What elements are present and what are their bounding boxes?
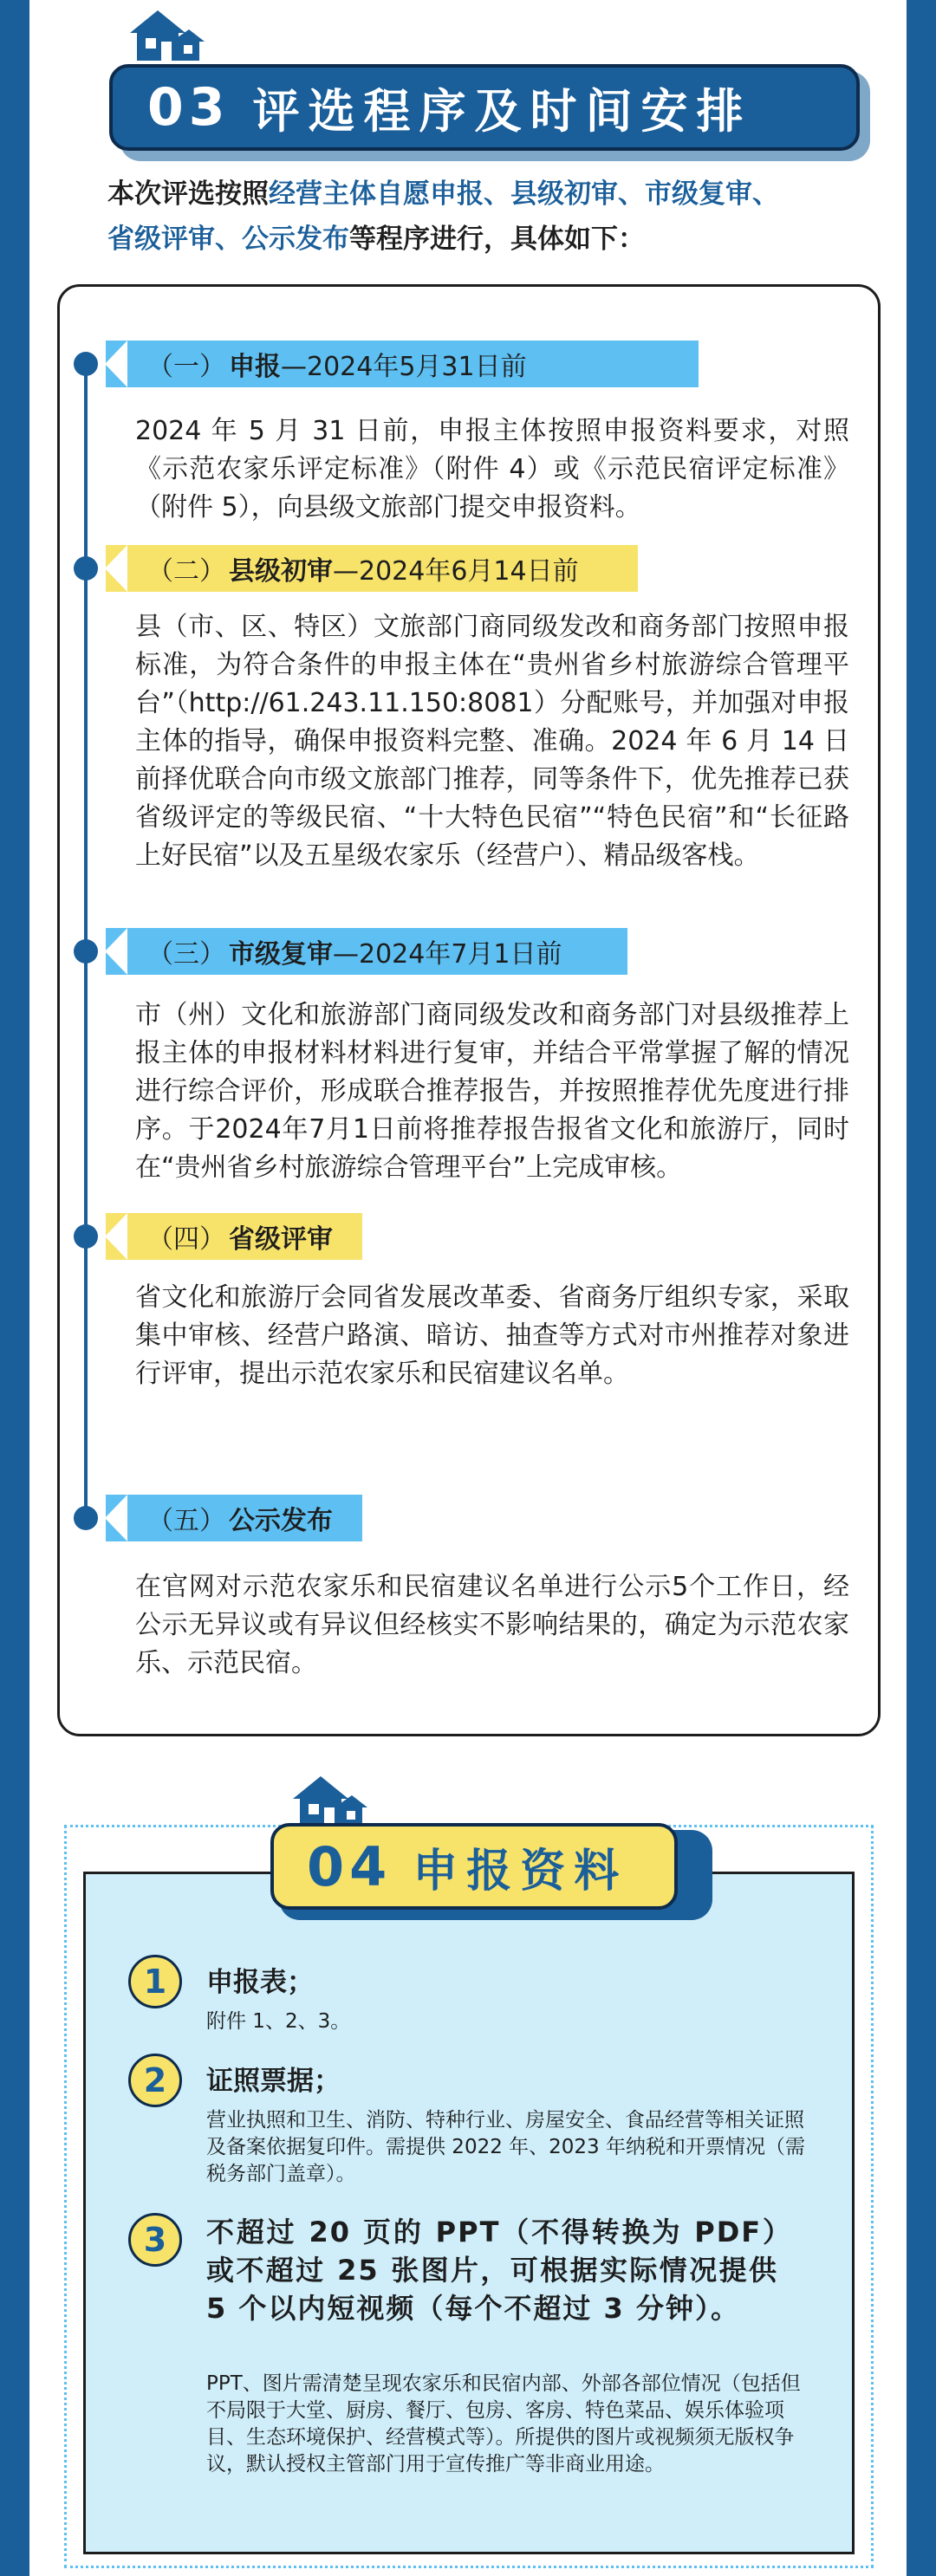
step-label: （一） 申报 —2024年5月31日前	[106, 341, 699, 387]
timeline-dot	[74, 939, 98, 964]
timeline-dot	[74, 352, 98, 376]
timeline-dot	[74, 556, 98, 581]
item-text: 附件 1、2、3。	[206, 2010, 351, 2033]
timeline-dot	[74, 1506, 98, 1530]
step-text: 市（州）文化和旅游部门商同级发改和商务部门对县级推荐上报主体的申报材料材料进行复审，并结合平常掌握了解的情况进行综合评价，形成联合推荐报告，并按照推荐优先度进行排序。于2024年7月1日前将推荐报告报省文化和旅游厅，同时在“贵州省乡村旅游综合管理平台”上完成审核。	[135, 1000, 849, 1183]
section-number: 04	[307, 1834, 393, 1898]
item-title: 证照票据；	[206, 2066, 341, 2097]
timeline-line	[84, 355, 88, 1516]
timeline-dot	[74, 1224, 98, 1249]
house-icon	[286, 1773, 369, 1830]
section-title: 评选程序及时间安排	[252, 83, 752, 139]
step-label: （五） 公示发布	[106, 1495, 362, 1541]
section-03-header	[109, 64, 860, 151]
right-border	[907, 0, 936, 2576]
item-title: 不超过 20 页的 PPT（不得转换为 PDF）或不超过 25 张图片，可根据实际情况提供 5 个以内短视频（每个不超过 3 分钟）。	[206, 2216, 778, 2325]
number-badge: 3	[128, 2213, 182, 2267]
step-text: 2024 年 5 月 31 日前，申报主体按照申报资料要求，对照《示范农家乐评定标准》（附件 4）或《示范民宿评定标准》（附件 5），向县级文旅部门提交申报资料。	[135, 416, 849, 522]
item-text: 营业执照和卫生、消防、特种行业、房屋安全、食品经营等相关证照及备案依据复印件。需提供 2022 年、2023 年纳税和开票情况（需税务部门盖章）。	[206, 2109, 805, 2185]
step-label: （二） 县级初审 —2024年6月14日前	[106, 545, 638, 592]
number-badge: 1	[128, 1955, 182, 2008]
section-04-header	[270, 1823, 678, 1910]
number-badge: 2	[128, 2054, 182, 2107]
step-label: （四） 省级评审	[106, 1213, 362, 1260]
section-number: 03	[147, 77, 231, 138]
house-icon	[123, 7, 206, 64]
item-text: PPT、图片需清楚呈现农家乐和民宿内部、外部各部位情况（包括但不局限于大堂、厨房、餐厅、包房、客房、特色菜品、娱乐体验项目、生态环境保护、经营模式等）。所提供的图片或视频须无版权争议，默认授权主管部门用于宣传推广等非商业用途。	[206, 2372, 801, 2475]
section-03-intro: 本次评选按照经营主体自愿申报、县级初审、市级复审、 省级评审、公示发布等程序进行，具体如下：	[107, 178, 779, 255]
step-label: （三） 市级复审 —2024年7月1日前	[106, 928, 627, 975]
step-text: 省文化和旅游厅会同省发展改革委、省商务厅组织专家，采取集中审核、经营户路演、暗访、抽查等方式对市州推荐对象进行评审，提出示范农家乐和民宿建议名单。	[135, 1282, 849, 1389]
step-text: 在官网对示范农家乐和民宿建议名单进行公示5个工作日，经公示无异议或有异议但经核实不影响结果的，确定为示范农家乐、示范民宿。	[135, 1572, 849, 1678]
section-title: 申报资料	[413, 1845, 628, 1898]
left-border	[0, 0, 29, 2576]
step-text: 县（市、区、特区）文旅部门商同级发改和商务部门按照申报标准，为符合条件的申报主体在“贵州省乡村旅游综合管理平台”（http://61.243.11.150:8081）分配账号，并加强对申报主体的指导，确保申报资料完整、准确。2024 年 6 月 14 日前择优联合向市级文旅部门推荐，同等条件下，优先推荐已获省级评定的等级民宿、“十大特色民宿”“特色民宿”和“长征路上好民宿”以及五星级农家乐（经营户）、精品级客栈。	[135, 612, 849, 871]
item-title: 申报表；	[206, 1967, 314, 1998]
